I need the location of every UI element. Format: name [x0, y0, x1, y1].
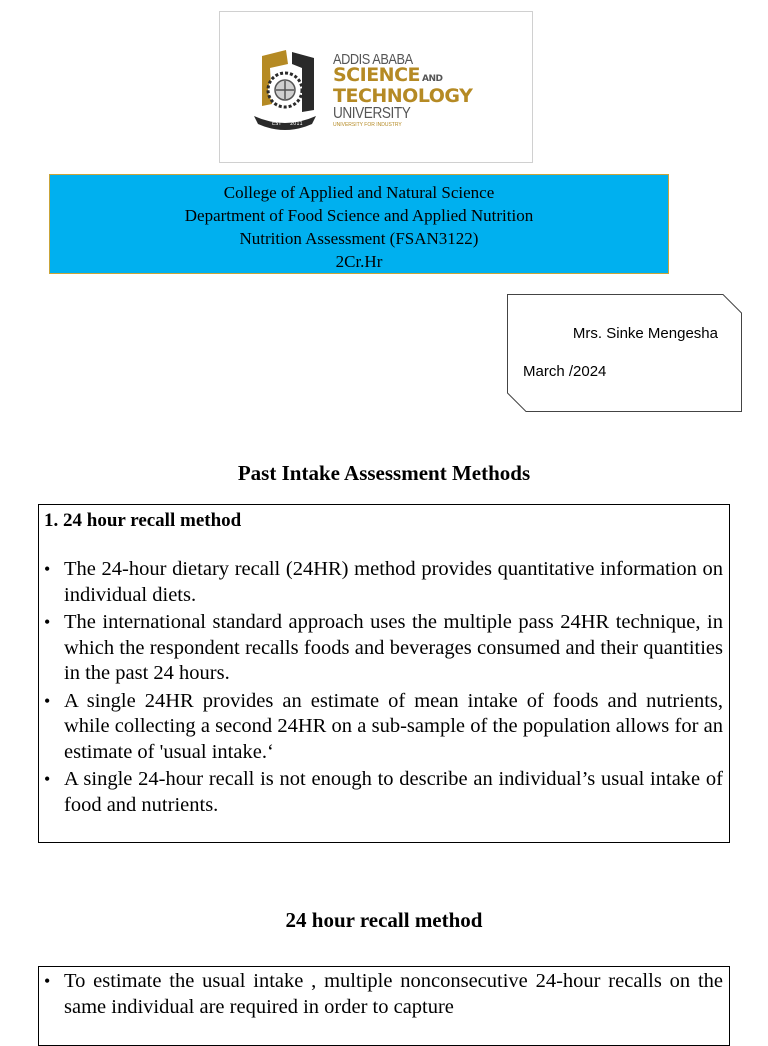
author-name: Mrs. Sinke Mengesha — [572, 325, 718, 342]
author-card-frame — [507, 294, 742, 412]
box-heading: 1. 24 hour recall method — [44, 510, 242, 531]
logo-line-technology: TECHNOLOGY — [333, 85, 473, 107]
logo-tagline: UNIVERSITY FOR INDUSTRY — [333, 122, 402, 128]
section-title-past-intake: Past Intake Assessment Methods — [237, 461, 531, 485]
university-wordmark — [333, 52, 472, 128]
logo-and-word: AND — [422, 74, 443, 84]
list-item: • To estimate the usual intake , multiple nonconsecutive 24-hour recalls on the same individual are required in order to capture — [43, 969, 723, 1020]
content-box-usual-intake — [38, 966, 730, 1046]
author-card — [507, 294, 742, 412]
department-name: Department of Food Science and Applied Nutrition — [184, 206, 534, 225]
college-name: College of Applied and Natural Science — [223, 183, 495, 202]
list-item: • The international standard approach uses the multiple pass 24HR technique, in which the respondent recalls foods and beverages consumed and their quantities in the past 24 hours. — [43, 610, 723, 687]
university-emblem-icon — [248, 46, 322, 132]
bullet-list — [39, 557, 729, 818]
emblem-year-right: 2011 — [290, 121, 303, 127]
course-header-band — [49, 174, 669, 274]
list-item: • A single 24-hour recall is not enough to describe an individual’s usual intake of food and nutrients. — [43, 767, 723, 818]
list-item: • A single 24HR provides an estimate of mean intake of foods and nutrients, while collecting a second 24HR on a sub-sample of the population allows for an estimate of 'usual intake.‘ — [43, 689, 723, 766]
university-logo — [219, 11, 533, 163]
logo-line-university: UNIVERSITY — [333, 105, 411, 122]
content-box-24hr-recall — [38, 504, 730, 843]
credit-hours: 2Cr.Hr — [335, 252, 383, 271]
course-name: Nutrition Assessment (FSAN3122) — [239, 229, 479, 248]
logo-science-word: SCIENCE — [333, 64, 421, 86]
emblem-year-left: EST — [272, 121, 282, 127]
list-item: • The 24-hour dietary recall (24HR) method provides quantitative information on individual diets. — [43, 557, 723, 608]
presentation-date: March /2024 — [523, 363, 607, 380]
section-title-24hr-recall: 24 hour recall method — [285, 908, 483, 932]
logo-line-addis-ababa: ADDIS ABABA — [333, 51, 413, 68]
bullet-list — [39, 969, 729, 1020]
